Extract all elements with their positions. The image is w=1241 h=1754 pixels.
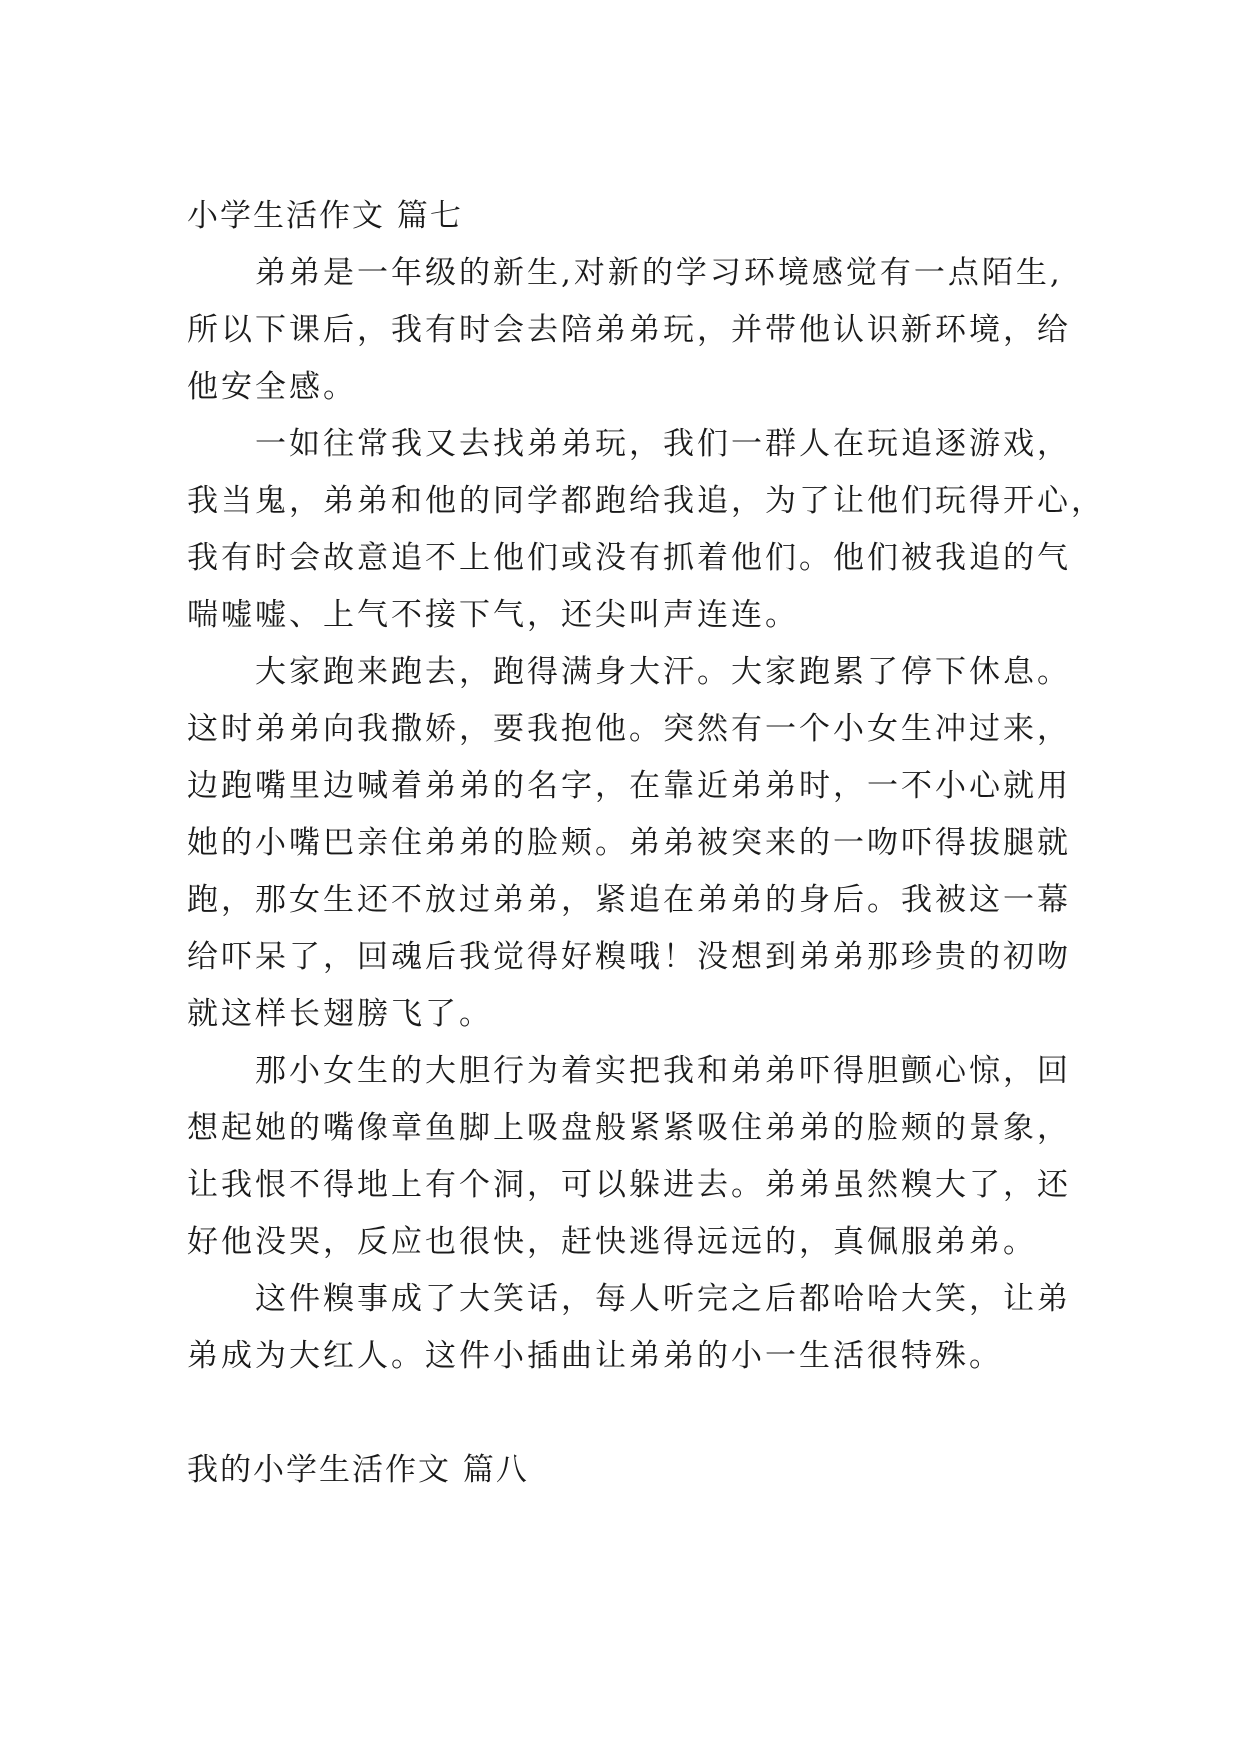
paragraph-line: 想起她的嘴像章鱼脚上吸盘般紧紧吸住弟弟的脸颊的景象， (187, 1110, 1071, 1146)
paragraph-line: 那小女生的大胆行为着实把我和弟弟吓得胆颤心惊，回 (255, 1053, 1071, 1089)
section-title-7: 小学生活作文 篇七 (187, 198, 463, 234)
paragraph-line: 边跑嘴里边喊着弟弟的名字，在靠近弟弟时，一不小心就用 (187, 768, 1071, 804)
paragraph-line: 一如往常我又去找弟弟玩，我们一群人在玩追逐游戏， (255, 426, 1071, 462)
paragraph-line: 所以下课后，我有时会去陪弟弟玩，并带他认识新环境，给 (187, 312, 1071, 348)
paragraph-line: 好他没哭，反应也很快，赶快逃得远远的，真佩服弟弟。 (187, 1224, 1037, 1260)
paragraph-line: 给吓呆了，回魂后我觉得好糗哦！没想到弟弟那珍贵的初吻 (187, 939, 1071, 975)
paragraph-line: 她的小嘴巴亲住弟弟的脸颊。弟弟被突来的一吻吓得拔腿就 (187, 825, 1071, 861)
paragraph-line: 喘嘘嘘、上气不接下气，还尖叫声连连。 (187, 597, 799, 633)
paragraph-line: 我当鬼，弟弟和他的同学都跑给我追，为了让他们玩得开心， (187, 483, 1105, 519)
paragraph-line: 大家跑来跑去，跑得满身大汗。大家跑累了停下休息。 (255, 654, 1071, 690)
paragraph-line: 让我恨不得地上有个洞，可以躲进去。弟弟虽然糗大了，还 (187, 1167, 1071, 1203)
paragraph-line: 我有时会故意追不上他们或没有抓着他们。他们被我追的气 (187, 540, 1071, 576)
paragraph-line: 跑，那女生还不放过弟弟，紧追在弟弟的身后。我被这一幕 (187, 882, 1071, 918)
paragraph-line: 这时弟弟向我撒娇，要我抱他。突然有一个小女生冲过来， (187, 711, 1071, 747)
paragraph-line: 这件糗事成了大笑话，每人听完之后都哈哈大笑，让弟 (255, 1281, 1071, 1317)
paragraph-line: 就这样长翅膀飞了。 (187, 996, 493, 1032)
paragraph-line: 弟弟是一年级的新生,对新的学习环境感觉有一点陌生, (255, 255, 1063, 291)
paragraph-line: 弟成为大红人。这件小插曲让弟弟的小一生活很特殊。 (187, 1338, 1003, 1374)
paragraph-line: 他安全感。 (187, 369, 357, 405)
section-title-8: 我的小学生活作文 篇八 (187, 1452, 529, 1488)
